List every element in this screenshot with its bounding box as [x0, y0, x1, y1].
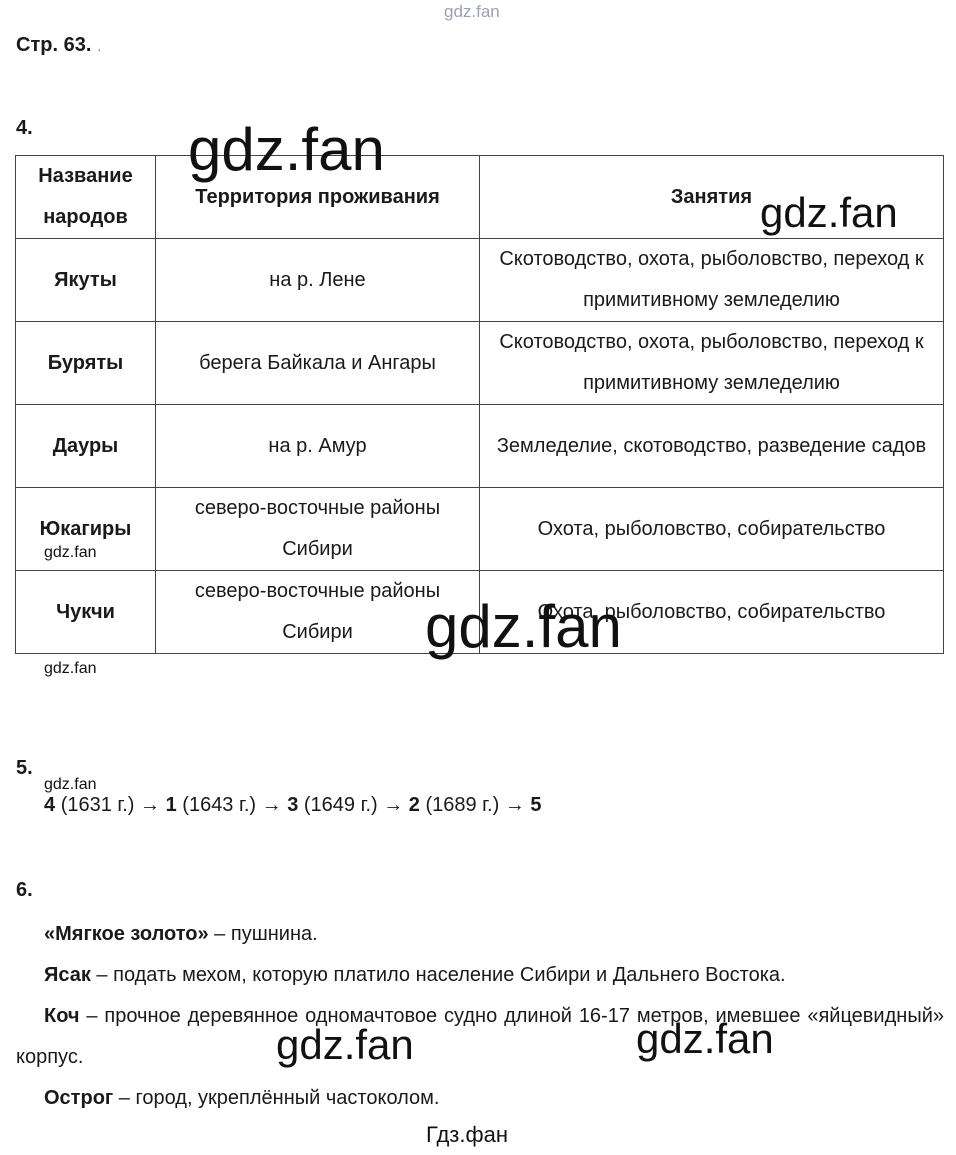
- people-name: Буряты: [16, 322, 156, 405]
- definition-text: – город, укреплённый частоколом.: [113, 1087, 440, 1109]
- watermark-mid-1: gdz.fan: [760, 189, 898, 236]
- watermark-big-2: gdz.fan: [425, 593, 622, 660]
- table-row: [16, 322, 944, 405]
- watermark-mid-2: gdz.fan: [276, 1021, 414, 1068]
- definition-term: «Мягкое золото»: [44, 923, 209, 945]
- arrow-right-icon: →: [504, 794, 525, 816]
- definition-text: – прочное деревянное одномачтовое судно длиной 16-17 метров, имевшее «яйцевидный» корпус.: [16, 1005, 944, 1068]
- table-row: [16, 488, 944, 571]
- people-territory: на р. Амур: [156, 405, 480, 488]
- definition-text: – пушнина.: [208, 923, 318, 945]
- definition-term: Ясак: [44, 964, 91, 986]
- chain-step-number: 4: [44, 794, 56, 816]
- people-name: Чукчи: [16, 571, 156, 654]
- people-name: Юкагиры: [16, 488, 156, 571]
- chain-step-year: (1649 г.): [303, 794, 378, 816]
- people-occupation: Скотоводство, охота, рыболовство, переход к примитивному земледелию: [480, 239, 944, 322]
- task-5-number: 5.: [16, 757, 33, 779]
- chain-step-year: (1689 г.): [425, 794, 500, 816]
- table-row: [16, 405, 944, 488]
- page-label-mark: .: [97, 38, 102, 54]
- chain-step-year: (1631 г.): [60, 794, 135, 816]
- chain-step-number: 1: [165, 794, 177, 816]
- people-territory: северо-восточные районы Сибири: [156, 571, 480, 654]
- people-territory: на р. Лене: [156, 239, 480, 322]
- watermark-small-1: gdz.fan: [44, 544, 97, 561]
- header-occupation: Занятия: [480, 156, 944, 239]
- arrow-right-icon: →: [261, 794, 282, 816]
- definition-item: [44, 1078, 944, 1119]
- watermark-small-2: gdz.fan: [44, 660, 97, 677]
- people-territory: берега Байкала и Ангары: [156, 322, 480, 405]
- watermark-mid-3: gdz.fan: [636, 1015, 774, 1062]
- definition-item: [16, 996, 944, 1078]
- chain-step-number: 2: [408, 794, 420, 816]
- table-row: [16, 239, 944, 322]
- task-6-number: 6.: [16, 879, 33, 901]
- definition-item: [44, 914, 944, 955]
- watermark-small-3: gdz.fan: [44, 776, 97, 793]
- people-occupation: Скотоводство, охота, рыболовство, переход к примитивному земледелию: [480, 322, 944, 405]
- arrow-right-icon: →: [140, 794, 161, 816]
- people-occupation: Охота, рыболовство, собирательство: [480, 571, 944, 654]
- definition-term: Острог: [44, 1087, 114, 1109]
- people-occupation: Охота, рыболовство, собирательство: [480, 488, 944, 571]
- chain-step-number: 3: [287, 794, 299, 816]
- task-4-number: 4.: [16, 117, 33, 139]
- watermark-big-1: gdz.fan: [188, 116, 385, 183]
- watermark-top: gdz.fan: [444, 2, 500, 21]
- people-name: Дауры: [16, 405, 156, 488]
- people-occupation: Земледелие, скотоводство, разведение садов: [480, 405, 944, 488]
- page-label: [16, 34, 101, 57]
- people-territory: северо-восточные районы Сибири: [156, 488, 480, 571]
- sequence-chain: [44, 794, 542, 817]
- header-territory: Территория проживания: [156, 156, 480, 239]
- arrow-right-icon: →: [383, 794, 404, 816]
- chain-step-year: (1643 г.): [182, 794, 257, 816]
- header-name: Название народов: [16, 156, 156, 239]
- chain-step-number: 5: [530, 794, 542, 816]
- definition-text: – подать мехом, которую платило население Сибири и Дальнего Востока.: [90, 964, 786, 986]
- watermark-footer: Гдз.фан: [426, 1122, 508, 1147]
- people-name: Якуты: [16, 239, 156, 322]
- definitions-list: [16, 914, 944, 1119]
- page-label-text: Стр. 63.: [16, 34, 92, 56]
- definition-term: Коч: [44, 1005, 80, 1027]
- definition-item: [44, 955, 944, 996]
